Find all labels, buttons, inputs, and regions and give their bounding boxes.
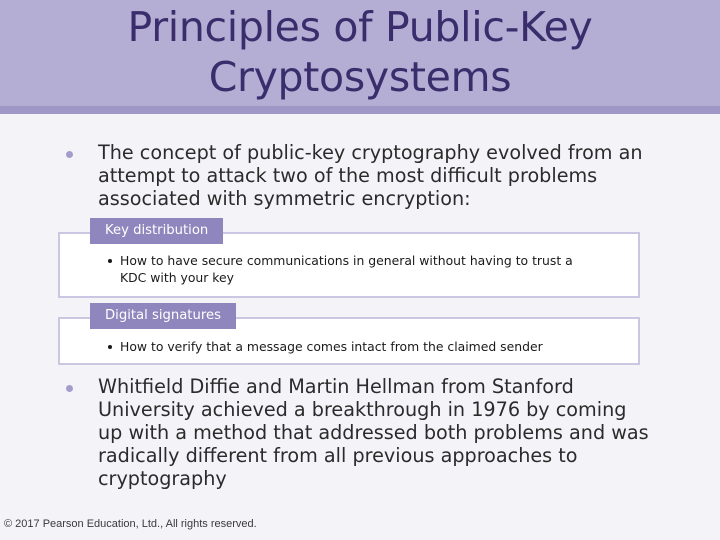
bullet-dot-icon [108,259,112,263]
bullet-item-2 [76,375,656,490]
bullet-dot-icon [66,151,73,158]
bullet-text: Whitfield Diffie and Martin Hellman from Stanford University achieved a breakthrough in 1976 by coming up with a method that addressed both problems and was radically different from all previous approaches to cryptography [98,375,649,490]
bullet-dot-icon [66,385,73,392]
copyright-footer: © 2017 Pearson Education, Ltd., All rights reserved. [4,518,257,530]
bullet-item-1 [76,141,656,210]
slide-title: Principles of Public-Key Cryptosystems [127,3,593,101]
subitem-bullet [106,252,596,286]
bullet-dot-icon [108,345,112,349]
subitem-label-digital-signatures: Digital signatures [90,303,236,329]
slide-content [0,114,720,540]
subitem-text: How to have secure communications in general without having to trust a KDC with your key [120,253,573,285]
subitem-label-key-distribution: Key distribution [90,218,223,244]
bullet-text: The concept of public-key cryptography evolved from an attempt to attack two of the most difficult problems associated with symmetric encryption: [98,141,643,210]
subitem-bullet [106,338,596,355]
subitem-text: How to verify that a message comes intact from the claimed sender [120,339,543,354]
